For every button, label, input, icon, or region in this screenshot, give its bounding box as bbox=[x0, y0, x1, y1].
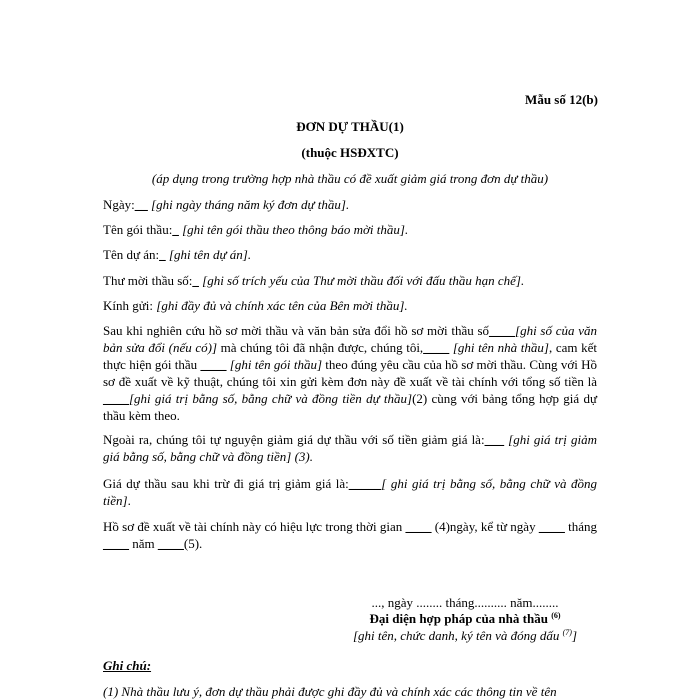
paragraph-commitment bbox=[103, 322, 597, 424]
para4-text-2: (4)ngày, kể từ ngày bbox=[431, 519, 539, 534]
invitation-label: Thư mời thầu số: bbox=[103, 273, 193, 288]
date-blank: __ bbox=[134, 197, 148, 212]
signature-rep-text: Đại diện hợp pháp của nhà thầu bbox=[369, 611, 548, 626]
signature-hint bbox=[340, 627, 590, 644]
recipient-hint: [ghi đầy đủ và chính xác tên của Bên mời thầu]. bbox=[156, 298, 408, 313]
signature-representative bbox=[340, 610, 590, 627]
recipient-label: Kính gửi: bbox=[103, 298, 154, 313]
para1-text-3: , cam kết thực hiện gói thầu bbox=[103, 340, 597, 372]
para4-blank-1: ____ bbox=[405, 519, 432, 534]
package-blank: _ bbox=[172, 222, 179, 237]
para3-blank-1: _____ bbox=[348, 476, 382, 491]
project-blank: _ bbox=[159, 247, 166, 262]
para1-text-4: theo đúng yêu cầu của hồ sơ mời thầu. Cùng với Hồ sơ đề xuất về kỹ thuật, chúng tôi xin gửi kèm đơn này đề xuất về tài chính với tổng số tiền là bbox=[103, 357, 597, 389]
package-label: Tên gói thầu: bbox=[103, 222, 173, 237]
para4-text-3: tháng bbox=[564, 519, 597, 534]
para4-blank-3: ____ bbox=[103, 536, 129, 551]
form-number: Mẫu số 12(b) bbox=[525, 92, 598, 107]
project-hint: [ghi tên dự án]. bbox=[168, 247, 252, 262]
para1-hint-3: [ghi tên gói thầu] bbox=[229, 357, 323, 372]
para3-text-1: Giá dự thầu sau khi trừ đi giá trị giảm giá là: bbox=[103, 476, 349, 491]
para3-hint-1: [ ghi giá trị bằng số, bằng chữ và đồng tiền] bbox=[103, 476, 597, 508]
signature-rep-note: (6) bbox=[551, 611, 561, 620]
para3-text-2: . bbox=[127, 493, 131, 508]
signature-hint-end: ] bbox=[571, 628, 577, 643]
para1-text-1: Sau khi nghiên cứu hồ sơ mời thầu và văn bản sửa đổi hồ sơ mời thầu số bbox=[103, 323, 490, 338]
signature-hint-note: (7) bbox=[562, 628, 572, 637]
package-hint: [ghi tên gói thầu theo thông báo mời thầu]. bbox=[182, 222, 409, 237]
para4-blank-2: ____ bbox=[538, 519, 565, 534]
para1-blank-2: ____ bbox=[423, 340, 450, 355]
para2-blank-1: ___ bbox=[484, 432, 505, 447]
para4-text-1: Hồ sơ đề xuất về tài chính này có hiệu lực trong thời gian bbox=[103, 519, 406, 534]
note-1: (1) Nhà thầu lưu ý, đơn dự thầu phải được ghi đầy đủ và chính xác các thông tin về tên bbox=[103, 684, 557, 699]
para1-hint-2: [ghi tên nhà thầu] bbox=[452, 340, 549, 355]
document-title: ĐƠN DỰ THẦU(1) bbox=[296, 119, 404, 134]
paragraph-discount bbox=[103, 431, 597, 465]
paragraph-final-price bbox=[103, 475, 597, 509]
package-line bbox=[103, 221, 597, 238]
recipient-line bbox=[103, 297, 597, 314]
para1-hint-4: [ghi giá trị bằng số, bằng chữ và đồng tiền dự thầu] bbox=[129, 391, 413, 406]
para4-text-4: năm bbox=[129, 536, 158, 551]
date-label: Ngày: bbox=[103, 197, 135, 212]
para1-blank-3: ____ bbox=[200, 357, 227, 372]
para1-hint-1: [ghi số của văn bản sửa đổi (nếu có)] bbox=[103, 323, 597, 355]
date-hint: [ghi ngày tháng năm ký đơn dự thầu]. bbox=[151, 197, 350, 212]
signature-hint-text: [ghi tên, chức danh, ký tên và đóng dấu bbox=[352, 628, 560, 643]
para4-text-5: (5). bbox=[183, 536, 203, 551]
para2-text-1: Ngoài ra, chúng tôi tự nguyện giảm giá dự thầu với số tiền giảm giá là: bbox=[103, 432, 485, 447]
notes-title: Ghi chú: bbox=[103, 658, 152, 673]
para1-text-5: (2) cùng với bảng tổng hợp giá dự thầu kèm theo. bbox=[103, 391, 597, 423]
para1-text-2: mà chúng tôi đã nhận được, chúng tôi, bbox=[217, 340, 424, 355]
invitation-blank: _ bbox=[192, 273, 199, 288]
document-subtitle: (áp dụng trong trường hợp nhà thầu có đề xuất giảm giá trong đơn dự thầu) bbox=[151, 171, 549, 186]
invitation-line bbox=[103, 272, 597, 289]
project-line bbox=[103, 246, 597, 263]
project-label: Tên dự án: bbox=[103, 247, 160, 262]
para1-blank-4: ____ bbox=[103, 391, 129, 406]
document-title-sub: (thuộc HSĐXTC) bbox=[301, 145, 399, 160]
signature-date-line: ..., ngày ........ tháng.......... năm........ bbox=[371, 595, 559, 610]
para1-blank-1: ____ bbox=[489, 323, 516, 338]
para2-hint-1: [ghi giá trị giảm giá bằng số, bằng chữ và đồng tiền] (3). bbox=[103, 432, 597, 464]
paragraph-validity bbox=[103, 518, 597, 552]
invitation-hint: [ghi số trích yếu của Thư mời thầu đối với đấu thầu hạn chế]. bbox=[202, 273, 525, 288]
date-line bbox=[103, 196, 597, 213]
para4-blank-4: ____ bbox=[157, 536, 184, 551]
